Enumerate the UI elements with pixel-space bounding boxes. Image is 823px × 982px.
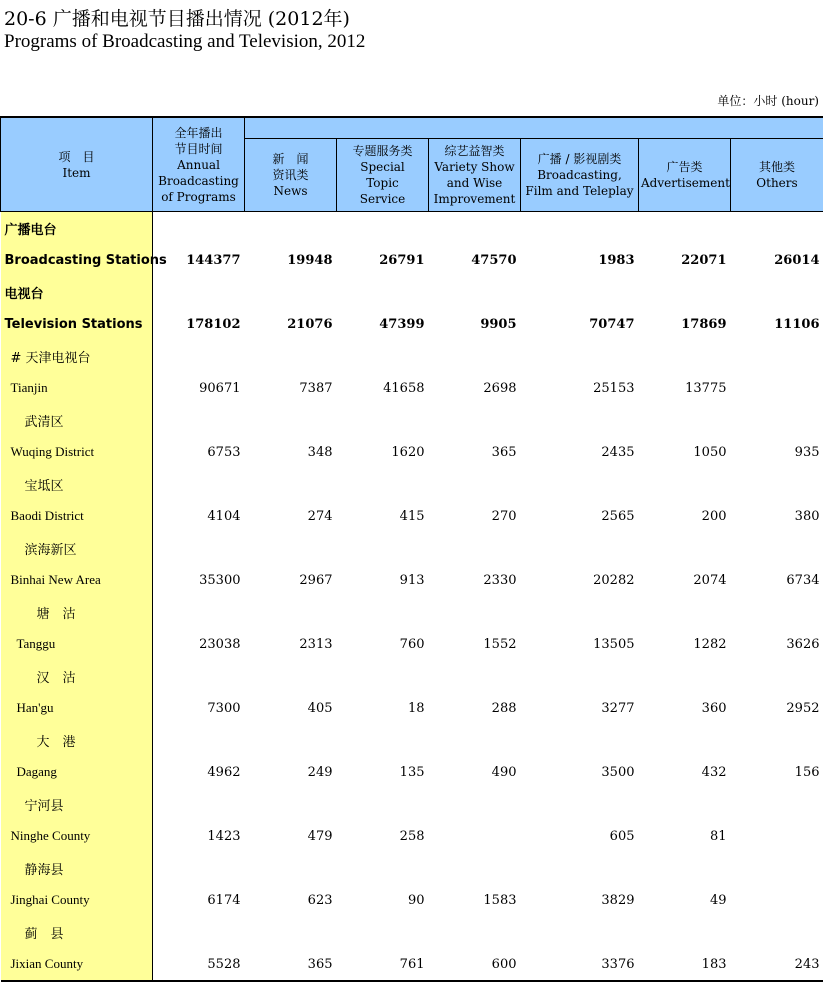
row-value-cell: 365 — [429, 436, 521, 468]
row-value-cell — [521, 788, 639, 820]
row-value-cell: 81 — [639, 820, 731, 852]
row-value-cell — [521, 852, 639, 884]
row-value-cell: 20282 — [521, 564, 639, 596]
row-value-cell: 9905 — [429, 308, 521, 340]
row-item-label: 宝坻区 — [1, 468, 153, 500]
row-value-cell: 2435 — [521, 436, 639, 468]
table-row — [1, 628, 823, 660]
row-value-cell: 17869 — [639, 308, 731, 340]
row-value-cell: 70747 — [521, 308, 639, 340]
row-value-cell — [337, 404, 429, 436]
header-others-line: Others — [733, 175, 821, 191]
header-others-line: 其他类 — [733, 159, 821, 175]
header-special-line: Topic — [339, 175, 426, 191]
row-value-cell: 7387 — [245, 372, 337, 404]
row-item-label: Television Stations — [1, 308, 153, 340]
row-value-cell: 25153 — [521, 372, 639, 404]
header-variety-line: 综艺益智类 — [431, 143, 518, 159]
row-value-cell: 4962 — [153, 756, 245, 788]
row-value-cell — [337, 916, 429, 948]
row-value-cell — [245, 212, 337, 245]
row-item-label: Tianjin — [1, 372, 153, 404]
row-value-cell: 761 — [337, 948, 429, 981]
row-value-cell — [337, 212, 429, 245]
row-value-cell — [429, 788, 521, 820]
row-value-cell — [639, 724, 731, 756]
row-value-cell: 6753 — [153, 436, 245, 468]
row-item-label: 蓟 县 — [1, 916, 153, 948]
row-value-cell — [245, 724, 337, 756]
row-value-cell: 479 — [245, 820, 337, 852]
row-value-cell: 49 — [639, 884, 731, 916]
row-value-cell: 183 — [639, 948, 731, 981]
row-value-cell — [731, 788, 823, 820]
row-value-cell — [639, 212, 731, 245]
row-value-cell: 348 — [245, 436, 337, 468]
row-value-cell — [429, 916, 521, 948]
row-value-cell — [521, 596, 639, 628]
row-value-cell: 23038 — [153, 628, 245, 660]
row-value-cell — [639, 532, 731, 564]
row-value-cell — [731, 916, 823, 948]
row-value-cell — [153, 468, 245, 500]
row-value-cell — [639, 852, 731, 884]
row-value-cell — [153, 596, 245, 628]
header-ads — [639, 139, 731, 212]
row-item-label: Jixian County — [1, 948, 153, 981]
header-special-line: Special — [339, 159, 426, 175]
header-annual — [153, 117, 245, 212]
table-row — [1, 308, 823, 340]
row-value-cell — [337, 788, 429, 820]
row-value-cell — [731, 212, 823, 245]
table-row — [1, 532, 823, 564]
row-value-cell: 21076 — [245, 308, 337, 340]
row-value-cell — [429, 820, 521, 852]
row-value-cell: 380 — [731, 500, 823, 532]
broadcast-table — [0, 116, 823, 982]
row-item-label: 汉 沽 — [1, 660, 153, 692]
row-value-cell: 3626 — [731, 628, 823, 660]
row-value-cell: 913 — [337, 564, 429, 596]
table-row — [1, 692, 823, 724]
row-item-label: Ninghe County — [1, 820, 153, 852]
row-value-cell — [731, 468, 823, 500]
row-value-cell — [153, 916, 245, 948]
row-value-cell: 623 — [245, 884, 337, 916]
row-value-cell — [429, 852, 521, 884]
row-value-cell: 2313 — [245, 628, 337, 660]
row-value-cell: 1282 — [639, 628, 731, 660]
row-value-cell: 760 — [337, 628, 429, 660]
table-body — [1, 212, 823, 982]
row-item-label: Broadcasting Stations — [1, 244, 153, 276]
row-value-cell: 22071 — [639, 244, 731, 276]
row-value-cell — [521, 532, 639, 564]
row-value-cell — [639, 276, 731, 308]
row-value-cell — [521, 340, 639, 372]
header-spacer — [245, 117, 823, 139]
header-item-en: Item — [3, 165, 150, 181]
row-value-cell: 41658 — [337, 372, 429, 404]
row-value-cell: 600 — [429, 948, 521, 981]
row-value-cell: 6734 — [731, 564, 823, 596]
table-row — [1, 500, 823, 532]
row-value-cell: 3376 — [521, 948, 639, 981]
row-value-cell — [153, 276, 245, 308]
row-item-label: 大 港 — [1, 724, 153, 756]
row-value-cell — [153, 404, 245, 436]
row-value-cell: 1983 — [521, 244, 639, 276]
row-value-cell: 1583 — [429, 884, 521, 916]
row-value-cell — [521, 276, 639, 308]
header-news-line: 资讯类 — [247, 167, 334, 183]
row-value-cell — [337, 596, 429, 628]
row-value-cell: 144377 — [153, 244, 245, 276]
row-value-cell — [153, 212, 245, 245]
row-value-cell: 2330 — [429, 564, 521, 596]
row-item-label: Binhai New Area — [1, 564, 153, 596]
header-item — [1, 117, 153, 212]
table-title-en: Programs of Broadcasting and Television, 2012 — [4, 31, 365, 53]
row-value-cell — [639, 404, 731, 436]
row-item-label: Baodi District — [1, 500, 153, 532]
row-item-label: 宁河县 — [1, 788, 153, 820]
row-value-cell: 605 — [521, 820, 639, 852]
row-item-label: Jinghai County — [1, 884, 153, 916]
table-title-cn: 20-6 广播和电视节目播出情况 (2012年) — [4, 4, 350, 31]
row-value-cell: 26014 — [731, 244, 823, 276]
row-value-cell — [245, 916, 337, 948]
table-row — [1, 436, 823, 468]
row-value-cell — [429, 212, 521, 245]
table-row — [1, 724, 823, 756]
table-row — [1, 884, 823, 916]
row-value-cell — [153, 532, 245, 564]
row-value-cell: 5528 — [153, 948, 245, 981]
row-value-cell: 1423 — [153, 820, 245, 852]
table-row — [1, 660, 823, 692]
table-row — [1, 820, 823, 852]
row-value-cell — [245, 852, 337, 884]
row-value-cell — [639, 916, 731, 948]
row-value-cell — [153, 852, 245, 884]
header-news — [245, 139, 337, 212]
row-value-cell — [245, 276, 337, 308]
row-value-cell — [429, 724, 521, 756]
row-value-cell: 249 — [245, 756, 337, 788]
row-value-cell — [429, 532, 521, 564]
row-value-cell — [245, 404, 337, 436]
row-value-cell — [521, 916, 639, 948]
row-value-cell — [245, 468, 337, 500]
row-value-cell: 2565 — [521, 500, 639, 532]
row-value-cell — [429, 660, 521, 692]
row-item-label: Han'gu — [1, 692, 153, 724]
row-item-label: # 天津电视台 — [1, 340, 153, 372]
row-value-cell: 3277 — [521, 692, 639, 724]
row-value-cell — [521, 404, 639, 436]
row-value-cell: 2952 — [731, 692, 823, 724]
row-value-cell: 3500 — [521, 756, 639, 788]
row-value-cell — [521, 468, 639, 500]
table-row — [1, 756, 823, 788]
header-others — [731, 139, 823, 212]
row-value-cell: 274 — [245, 500, 337, 532]
row-value-cell — [245, 532, 337, 564]
row-value-cell — [337, 660, 429, 692]
row-value-cell — [337, 532, 429, 564]
row-value-cell: 7300 — [153, 692, 245, 724]
row-value-cell: 270 — [429, 500, 521, 532]
table-row — [1, 212, 823, 245]
row-value-cell: 415 — [337, 500, 429, 532]
row-value-cell — [521, 212, 639, 245]
table-row — [1, 340, 823, 372]
table-row — [1, 948, 823, 981]
row-value-cell: 2967 — [245, 564, 337, 596]
row-value-cell: 19948 — [245, 244, 337, 276]
row-value-cell: 11106 — [731, 308, 823, 340]
row-item-label: 广播电台 — [1, 212, 153, 245]
row-value-cell — [639, 340, 731, 372]
row-value-cell: 35300 — [153, 564, 245, 596]
row-value-cell — [731, 276, 823, 308]
row-value-cell — [731, 852, 823, 884]
row-value-cell — [731, 532, 823, 564]
unit-note: 单位：小时 (hour) — [717, 92, 819, 109]
table-row — [1, 788, 823, 820]
row-value-cell — [731, 884, 823, 916]
row-value-cell — [153, 660, 245, 692]
table-row — [1, 276, 823, 308]
header-annual-line: Broadcasting — [155, 173, 242, 189]
row-value-cell — [521, 660, 639, 692]
header-item-cn: 项 目 — [3, 149, 150, 165]
row-value-cell — [337, 340, 429, 372]
row-value-cell: 200 — [639, 500, 731, 532]
row-item-label: 武清区 — [1, 404, 153, 436]
row-value-cell: 243 — [731, 948, 823, 981]
row-value-cell — [153, 788, 245, 820]
row-value-cell — [731, 660, 823, 692]
row-value-cell — [639, 660, 731, 692]
row-value-cell: 13775 — [639, 372, 731, 404]
row-value-cell: 1620 — [337, 436, 429, 468]
row-value-cell: 178102 — [153, 308, 245, 340]
row-value-cell — [153, 340, 245, 372]
row-value-cell: 47570 — [429, 244, 521, 276]
header-ads-line: 广告类 — [641, 159, 728, 175]
row-item-label: Tanggu — [1, 628, 153, 660]
row-value-cell: 135 — [337, 756, 429, 788]
header-annual-line: of Programs — [155, 189, 242, 205]
row-value-cell: 3829 — [521, 884, 639, 916]
row-value-cell: 1050 — [639, 436, 731, 468]
row-value-cell: 365 — [245, 948, 337, 981]
row-value-cell: 405 — [245, 692, 337, 724]
row-value-cell: 90671 — [153, 372, 245, 404]
row-value-cell: 258 — [337, 820, 429, 852]
row-value-cell — [429, 340, 521, 372]
table-row — [1, 404, 823, 436]
row-value-cell: 2074 — [639, 564, 731, 596]
row-value-cell — [639, 596, 731, 628]
row-value-cell: 26791 — [337, 244, 429, 276]
row-value-cell — [731, 820, 823, 852]
row-value-cell: 47399 — [337, 308, 429, 340]
row-value-cell — [731, 596, 823, 628]
row-value-cell — [731, 724, 823, 756]
table-row — [1, 852, 823, 884]
header-film-line: Broadcasting, — [523, 167, 636, 183]
row-value-cell — [245, 788, 337, 820]
row-value-cell — [337, 276, 429, 308]
row-value-cell: 2698 — [429, 372, 521, 404]
row-value-cell: 432 — [639, 756, 731, 788]
row-value-cell: 13505 — [521, 628, 639, 660]
row-value-cell: 490 — [429, 756, 521, 788]
table-row — [1, 564, 823, 596]
row-value-cell — [245, 596, 337, 628]
row-value-cell — [731, 404, 823, 436]
header-film — [521, 139, 639, 212]
header-variety-line: Improvement — [431, 191, 518, 207]
row-value-cell — [731, 372, 823, 404]
header-annual-line: Annual — [155, 157, 242, 173]
row-value-cell: 935 — [731, 436, 823, 468]
row-value-cell — [639, 788, 731, 820]
row-value-cell — [429, 468, 521, 500]
table-row — [1, 596, 823, 628]
row-value-cell: 18 — [337, 692, 429, 724]
row-value-cell — [245, 340, 337, 372]
row-value-cell: 288 — [429, 692, 521, 724]
row-value-cell — [521, 724, 639, 756]
header-special — [337, 139, 429, 212]
header-variety — [429, 139, 521, 212]
row-item-label: Dagang — [1, 756, 153, 788]
row-item-label: Wuqing District — [1, 436, 153, 468]
row-value-cell — [429, 276, 521, 308]
header-ads-line: Advertisement — [641, 175, 728, 191]
row-item-label: 滨海新区 — [1, 532, 153, 564]
row-value-cell — [639, 468, 731, 500]
header-special-line: 专题服务类 — [339, 143, 426, 159]
row-value-cell: 360 — [639, 692, 731, 724]
header-news-line: 新 闻 — [247, 151, 334, 167]
row-value-cell — [337, 724, 429, 756]
row-value-cell — [337, 852, 429, 884]
row-value-cell: 4104 — [153, 500, 245, 532]
table-row — [1, 468, 823, 500]
table-row — [1, 244, 823, 276]
row-item-label: 电视台 — [1, 276, 153, 308]
header-annual-line: 节目时间 — [155, 141, 242, 157]
row-item-label: 塘 沽 — [1, 596, 153, 628]
header-special-line: Service — [339, 191, 426, 207]
table-row — [1, 916, 823, 948]
row-value-cell — [337, 468, 429, 500]
row-value-cell — [245, 660, 337, 692]
row-value-cell — [731, 340, 823, 372]
header-film-line: 广播 / 影视剧类 — [523, 151, 636, 167]
header-variety-line: Variety Show — [431, 159, 518, 175]
row-value-cell — [429, 596, 521, 628]
header-annual-line: 全年播出 — [155, 125, 242, 141]
header-film-line: Film and Teleplay — [523, 183, 636, 199]
row-item-label: 静海县 — [1, 852, 153, 884]
row-value-cell: 156 — [731, 756, 823, 788]
row-value-cell: 90 — [337, 884, 429, 916]
table-row — [1, 372, 823, 404]
header-news-line: News — [247, 183, 334, 199]
row-value-cell — [429, 404, 521, 436]
row-value-cell: 1552 — [429, 628, 521, 660]
header-variety-line: and Wise — [431, 175, 518, 191]
row-value-cell: 6174 — [153, 884, 245, 916]
row-value-cell — [153, 724, 245, 756]
